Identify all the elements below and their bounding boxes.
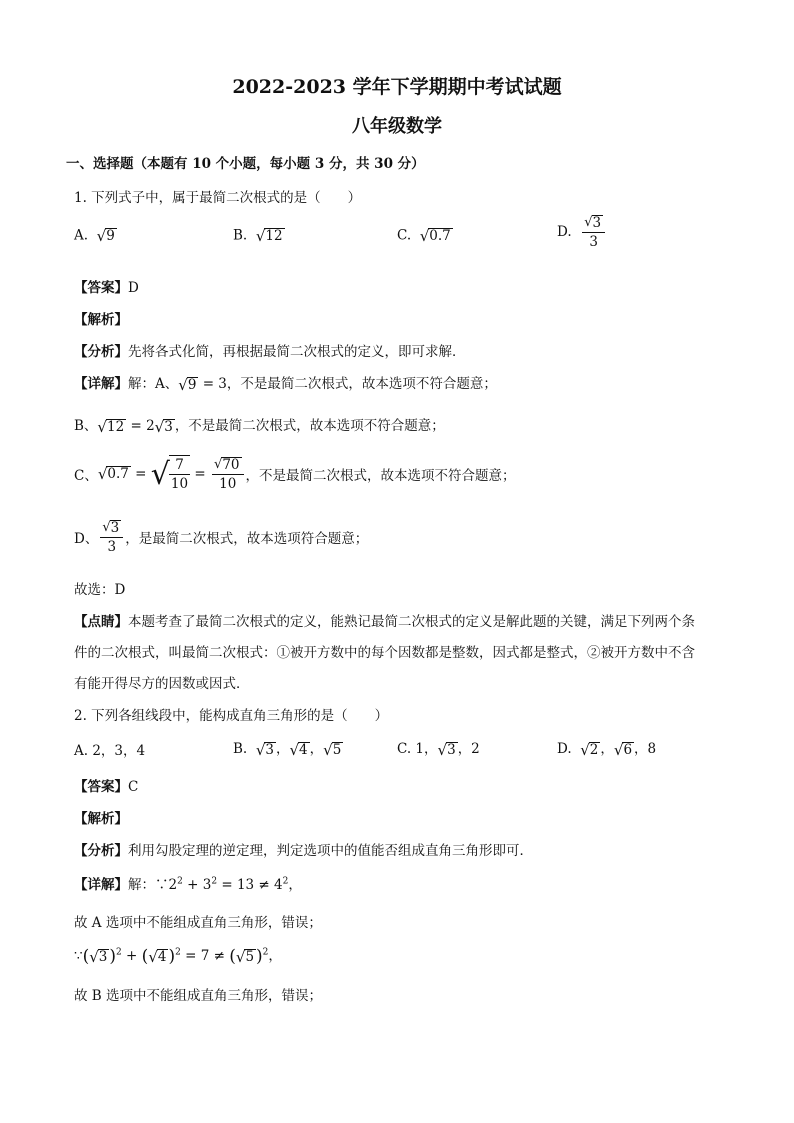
exponent: 2 — [262, 947, 269, 958]
sqrt-expression: √5 — [323, 740, 342, 759]
sqrt-expression: √0.7 — [419, 227, 451, 245]
radicand: 12 — [265, 228, 283, 244]
text: 解：A、 — [128, 376, 179, 392]
q1-option-d — [557, 213, 607, 251]
sqrt-expression: √9 — [96, 227, 115, 245]
q1-dianjing-line1 — [74, 610, 695, 630]
dianjing-tag: 【点睛】 — [74, 614, 128, 630]
fenxi-tag: 【分析】 — [74, 843, 128, 859]
answer-value: D — [128, 280, 139, 296]
sqrt-expression: √4 — [148, 947, 167, 966]
q1-dianjing-line3: 有能开得尽方的因数或因式． — [74, 676, 250, 692]
q1-answer — [74, 276, 139, 296]
text: = 2 — [126, 418, 155, 434]
denominator: 10 — [219, 475, 237, 492]
exponent: 2 — [211, 876, 218, 887]
sqrt-expression: √4 — [289, 740, 308, 759]
q1-option-c — [397, 227, 453, 245]
text: = — [190, 466, 211, 482]
page-title: 2022-2023 学年下学期期中考试试题 — [232, 76, 562, 98]
numerator: 7 — [169, 456, 190, 475]
text: ，不是最简二次根式，故本选项不符合题意； — [174, 418, 445, 434]
text: 本题考查了最简二次根式的定义，能熟记最简二次根式的定义是解此题的关键，满足下列两个条 — [128, 614, 695, 630]
xiangjie-tag: 【详解】 — [74, 877, 128, 893]
radicand: 3 — [592, 214, 602, 231]
radicand: 5 — [332, 741, 342, 758]
text: = 3 — [198, 376, 227, 392]
option-label: D. — [557, 223, 572, 240]
q1-fenxi — [74, 340, 466, 360]
q1-detail-d — [74, 518, 368, 556]
q1-option-a — [74, 227, 117, 245]
text: D、 — [74, 530, 99, 547]
fenxi-text: 利用勾股定理的逆定理，判定选项中的值能否组成直角三角形即可． — [128, 843, 533, 859]
q2-option-b: B. √3 ，√4 ，√5 — [233, 740, 342, 759]
fraction: $\frac{√70}{10}$ — [212, 455, 243, 493]
exponent: 2 — [175, 947, 181, 958]
xiangjie-tag: 【详解】 — [74, 376, 128, 392]
option-label: B. — [233, 227, 248, 244]
answer-value: C — [128, 779, 139, 795]
q2-detail-4: 故 B 选项中不能组成直角三角形，错误； — [74, 988, 323, 1004]
text: + 3 — [182, 877, 212, 893]
radicand: 4 — [299, 741, 308, 758]
text: = 13 ≠ 4 — [217, 877, 283, 893]
text: ， — [268, 948, 282, 964]
denominator: 10 — [170, 476, 189, 492]
denominator: 3 — [589, 233, 598, 250]
sqrt-expression: √3 — [255, 740, 274, 759]
text: ∵ — [74, 948, 83, 964]
sqrt-expression: √3 — [154, 417, 173, 436]
radicand: 12 — [106, 418, 125, 435]
text: 解：∵2 — [128, 877, 178, 893]
q1-detail-b — [74, 414, 445, 436]
radicand: 9 — [106, 228, 115, 244]
q2-answer — [74, 775, 138, 795]
sqrt-expression: √12 — [255, 227, 283, 245]
sqrt-expression: √0.7 — [97, 465, 129, 483]
q2-stem: 2. 下列各组线段中，能构成直角三角形的是（ ） — [74, 708, 389, 724]
q1-choice: 故选：D — [74, 582, 126, 598]
text: ，不是最简二次根式，故本选项不符合题意； — [245, 468, 516, 484]
option-label: B. — [233, 741, 248, 757]
option-label: C. 1， — [397, 741, 438, 757]
q2-detail-3: ∵(√3 )$^2$ + (√4 )$^2$ = 7 ≠ (√5 )$^2$， — [74, 946, 282, 967]
radicand: 0.7 — [429, 228, 451, 244]
q2-option-c — [397, 737, 480, 759]
fenxi-tag: 【分析】 — [74, 344, 128, 360]
text: C、 — [74, 468, 98, 484]
radicand: 4 — [157, 948, 167, 965]
radicand: 3 — [110, 519, 120, 536]
fraction: $\frac{√3}{3}$ — [582, 213, 605, 251]
q2-option-a: A. 2，3，4 — [74, 743, 146, 759]
radicand: 9 — [187, 376, 197, 393]
radicand: 3 — [164, 418, 173, 435]
exponent: 2 — [116, 947, 122, 958]
fenxi-text: 先将各式化简，再根据最简二次根式的定义，即可求解． — [128, 344, 466, 360]
page-subtitle: 八年级数学 — [352, 116, 442, 137]
radicand: 2 — [589, 741, 599, 758]
q1-jiexi: 【解析】 — [74, 312, 128, 328]
fraction — [169, 455, 190, 493]
text: = — [130, 466, 151, 482]
sqrt-expression: √3 — [437, 740, 456, 759]
q2-detail-1 — [74, 873, 302, 893]
sqrt-expression: √2 — [580, 740, 599, 759]
option-label: C. — [397, 227, 412, 244]
sqrt-expression: √12 — [97, 417, 125, 436]
text: ，2 — [457, 741, 480, 757]
option-label: A. — [74, 227, 89, 244]
text: ， — [288, 877, 302, 893]
radicand: 70 — [222, 456, 240, 473]
q2-detail-2: 故 A 选项中不能组成直角三角形，错误； — [74, 915, 322, 931]
exponent: 2 — [177, 876, 183, 887]
q1-option-b — [233, 227, 285, 245]
denominator: 3 — [107, 538, 117, 555]
q2-jiexi: 【解析】 — [74, 811, 128, 827]
radicand: 0.7 — [107, 466, 129, 482]
sqrt-expression: √5 — [235, 947, 255, 966]
sqrt-fraction: √ $\frac{7}{10}$ — [150, 456, 189, 492]
sqrt-expression: √3 — [89, 947, 108, 966]
exponent: 2 — [282, 876, 289, 887]
text: ，8 — [634, 741, 657, 757]
q1-detail-a — [74, 372, 497, 394]
radicand: 6 — [623, 741, 633, 758]
q1-stem: 1. 下列式子中，属于最简二次根式的是（ ） — [74, 190, 362, 206]
option-label: D. — [557, 741, 572, 757]
radicand: 3 — [265, 741, 274, 758]
text: = 7 ≠ — [180, 948, 230, 964]
text: B、 — [74, 418, 98, 434]
q1-dianjing-line2: 件的二次根式，叫最简二次根式：①被开方数中的每个因数都是整数，因式都是整式，②被开方数中不含 — [74, 645, 695, 661]
answer-tag: 【答案】 — [74, 779, 128, 795]
answer-tag: 【答案】 — [74, 280, 128, 296]
sqrt-expression: √9 — [178, 375, 197, 394]
q2-option-d: D. √2 ，√6 ，8 — [557, 740, 657, 759]
sqrt-expression: √6 — [613, 740, 633, 759]
radicand: 3 — [98, 948, 108, 965]
fraction: $\frac{√3}{3}$ — [100, 518, 123, 556]
text: ，是最简二次根式，故本选项符合题意； — [125, 530, 369, 547]
section-heading: 一、选择题（本题有 10 个小题，每小题 3 分，共 30 分） — [66, 156, 425, 172]
text: ，不是最简二次根式，故本选项不符合题意； — [226, 376, 497, 392]
radicand: 5 — [245, 948, 255, 965]
q1-detail-c — [74, 455, 516, 493]
q2-fenxi — [74, 839, 533, 859]
radicand: 3 — [447, 741, 456, 758]
